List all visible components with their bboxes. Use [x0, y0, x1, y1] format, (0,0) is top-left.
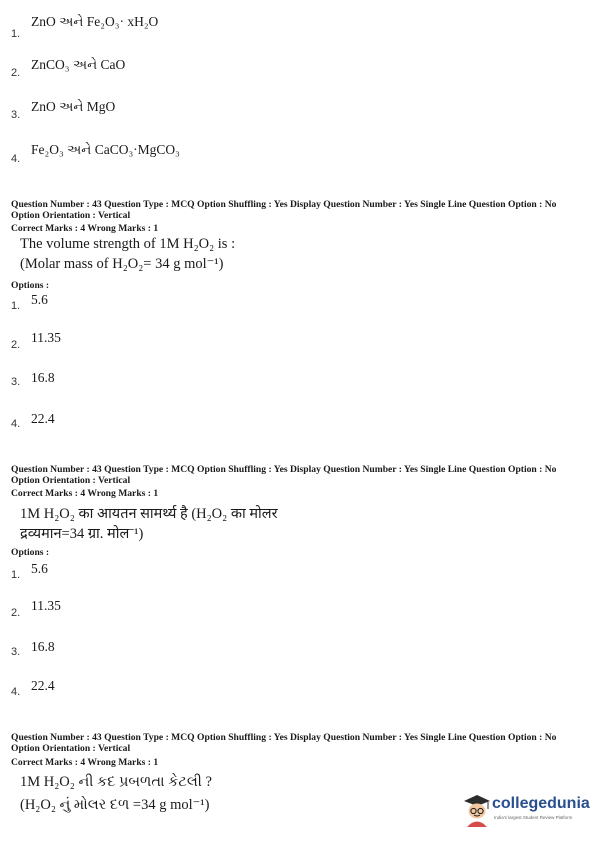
option-number: 1. — [11, 300, 21, 312]
option-number: 4. — [11, 418, 21, 430]
option-number: 2. — [11, 67, 21, 79]
question-meta: Question Number : 43 Question Type : MCQ Option Shuffling : Yes Display Question Number : Yes Single Line Question Option : No Option Orientation : Vertical — [11, 732, 557, 754]
question-marks: Correct Marks : 4 Wrong Marks : 1 — [11, 757, 159, 768]
question-text-line-1: 1M H₂O₂ ની કદ પ્રબળતા કેટલી ? — [20, 774, 212, 790]
question-text-line-2: (Molar mass of H₂O₂= 34 g mol⁻¹) — [20, 256, 224, 272]
question-marks: Correct Marks : 4 Wrong Marks : 1 — [11, 488, 159, 499]
option-number: 4. — [11, 686, 21, 698]
option-text: ZnCO₃ અને CaO — [31, 57, 126, 72]
option-text: Fe₂O₃ અને CaCO₃·MgCO₃ — [31, 142, 180, 157]
option-1 — [0, 559, 595, 599]
question-text-line-1: The volume strength of 1M H₂O₂ is : — [20, 236, 236, 252]
option-text: 11.35 — [31, 598, 61, 613]
option-number: 3. — [11, 109, 21, 121]
logo-tagline: India's largest Student Review Platform — [494, 815, 573, 820]
prev-option-1 — [0, 12, 595, 52]
option-text: 11.35 — [31, 330, 61, 345]
question-text-line-2: द्रव्यमान=34 ग्रा. मोल⁻¹) — [20, 526, 144, 542]
option-text: 16.8 — [31, 639, 55, 654]
option-3 — [0, 638, 595, 678]
student-mascot-icon — [462, 794, 492, 828]
option-2 — [0, 328, 595, 368]
option-number: 3. — [11, 376, 21, 388]
option-2 — [0, 597, 595, 637]
option-text: ZnO અને MgO — [31, 99, 116, 114]
option-text: 5.6 — [31, 561, 48, 576]
option-number: 4. — [11, 153, 21, 165]
prev-option-3 — [0, 97, 595, 137]
option-1 — [0, 289, 595, 329]
collegedunia-logo — [462, 792, 590, 832]
option-4 — [0, 409, 595, 449]
question-text-line-1: 1M H₂O₂ का आयतन सामर्थ्य है (H₂O₂ का मोलर — [20, 506, 278, 522]
question-marks: Correct Marks : 4 Wrong Marks : 1 — [11, 223, 159, 234]
option-3 — [0, 370, 595, 410]
options-label: Options : — [11, 547, 50, 558]
prev-option-4 — [0, 140, 595, 180]
option-text: ZnO અને Fe₂O₃· xH₂O — [31, 14, 159, 29]
prev-option-2 — [0, 55, 595, 95]
option-4 — [0, 677, 595, 717]
option-number: 3. — [11, 646, 21, 658]
options-label: Options : — [11, 280, 50, 291]
option-number: 2. — [11, 607, 21, 619]
option-text: 22.4 — [31, 678, 55, 693]
option-number: 1. — [11, 569, 21, 581]
option-text: 22.4 — [31, 411, 55, 426]
question-meta: Question Number : 43 Question Type : MCQ Option Shuffling : Yes Display Question Number : Yes Single Line Question Option : No Option Orientation : Vertical — [11, 199, 557, 221]
option-number: 1. — [11, 28, 21, 40]
option-number: 2. — [11, 339, 21, 351]
logo-name: collegedunia — [492, 795, 590, 812]
option-text: 16.8 — [31, 370, 55, 385]
option-text: 5.6 — [31, 292, 48, 307]
question-meta: Question Number : 43 Question Type : MCQ Option Shuffling : Yes Display Question Number : Yes Single Line Question Option : No Option Orientation : Vertical — [11, 464, 557, 486]
question-text-line-2: (H₂O₂ નું મોલર દળ =34 g mol⁻¹) — [20, 797, 210, 813]
